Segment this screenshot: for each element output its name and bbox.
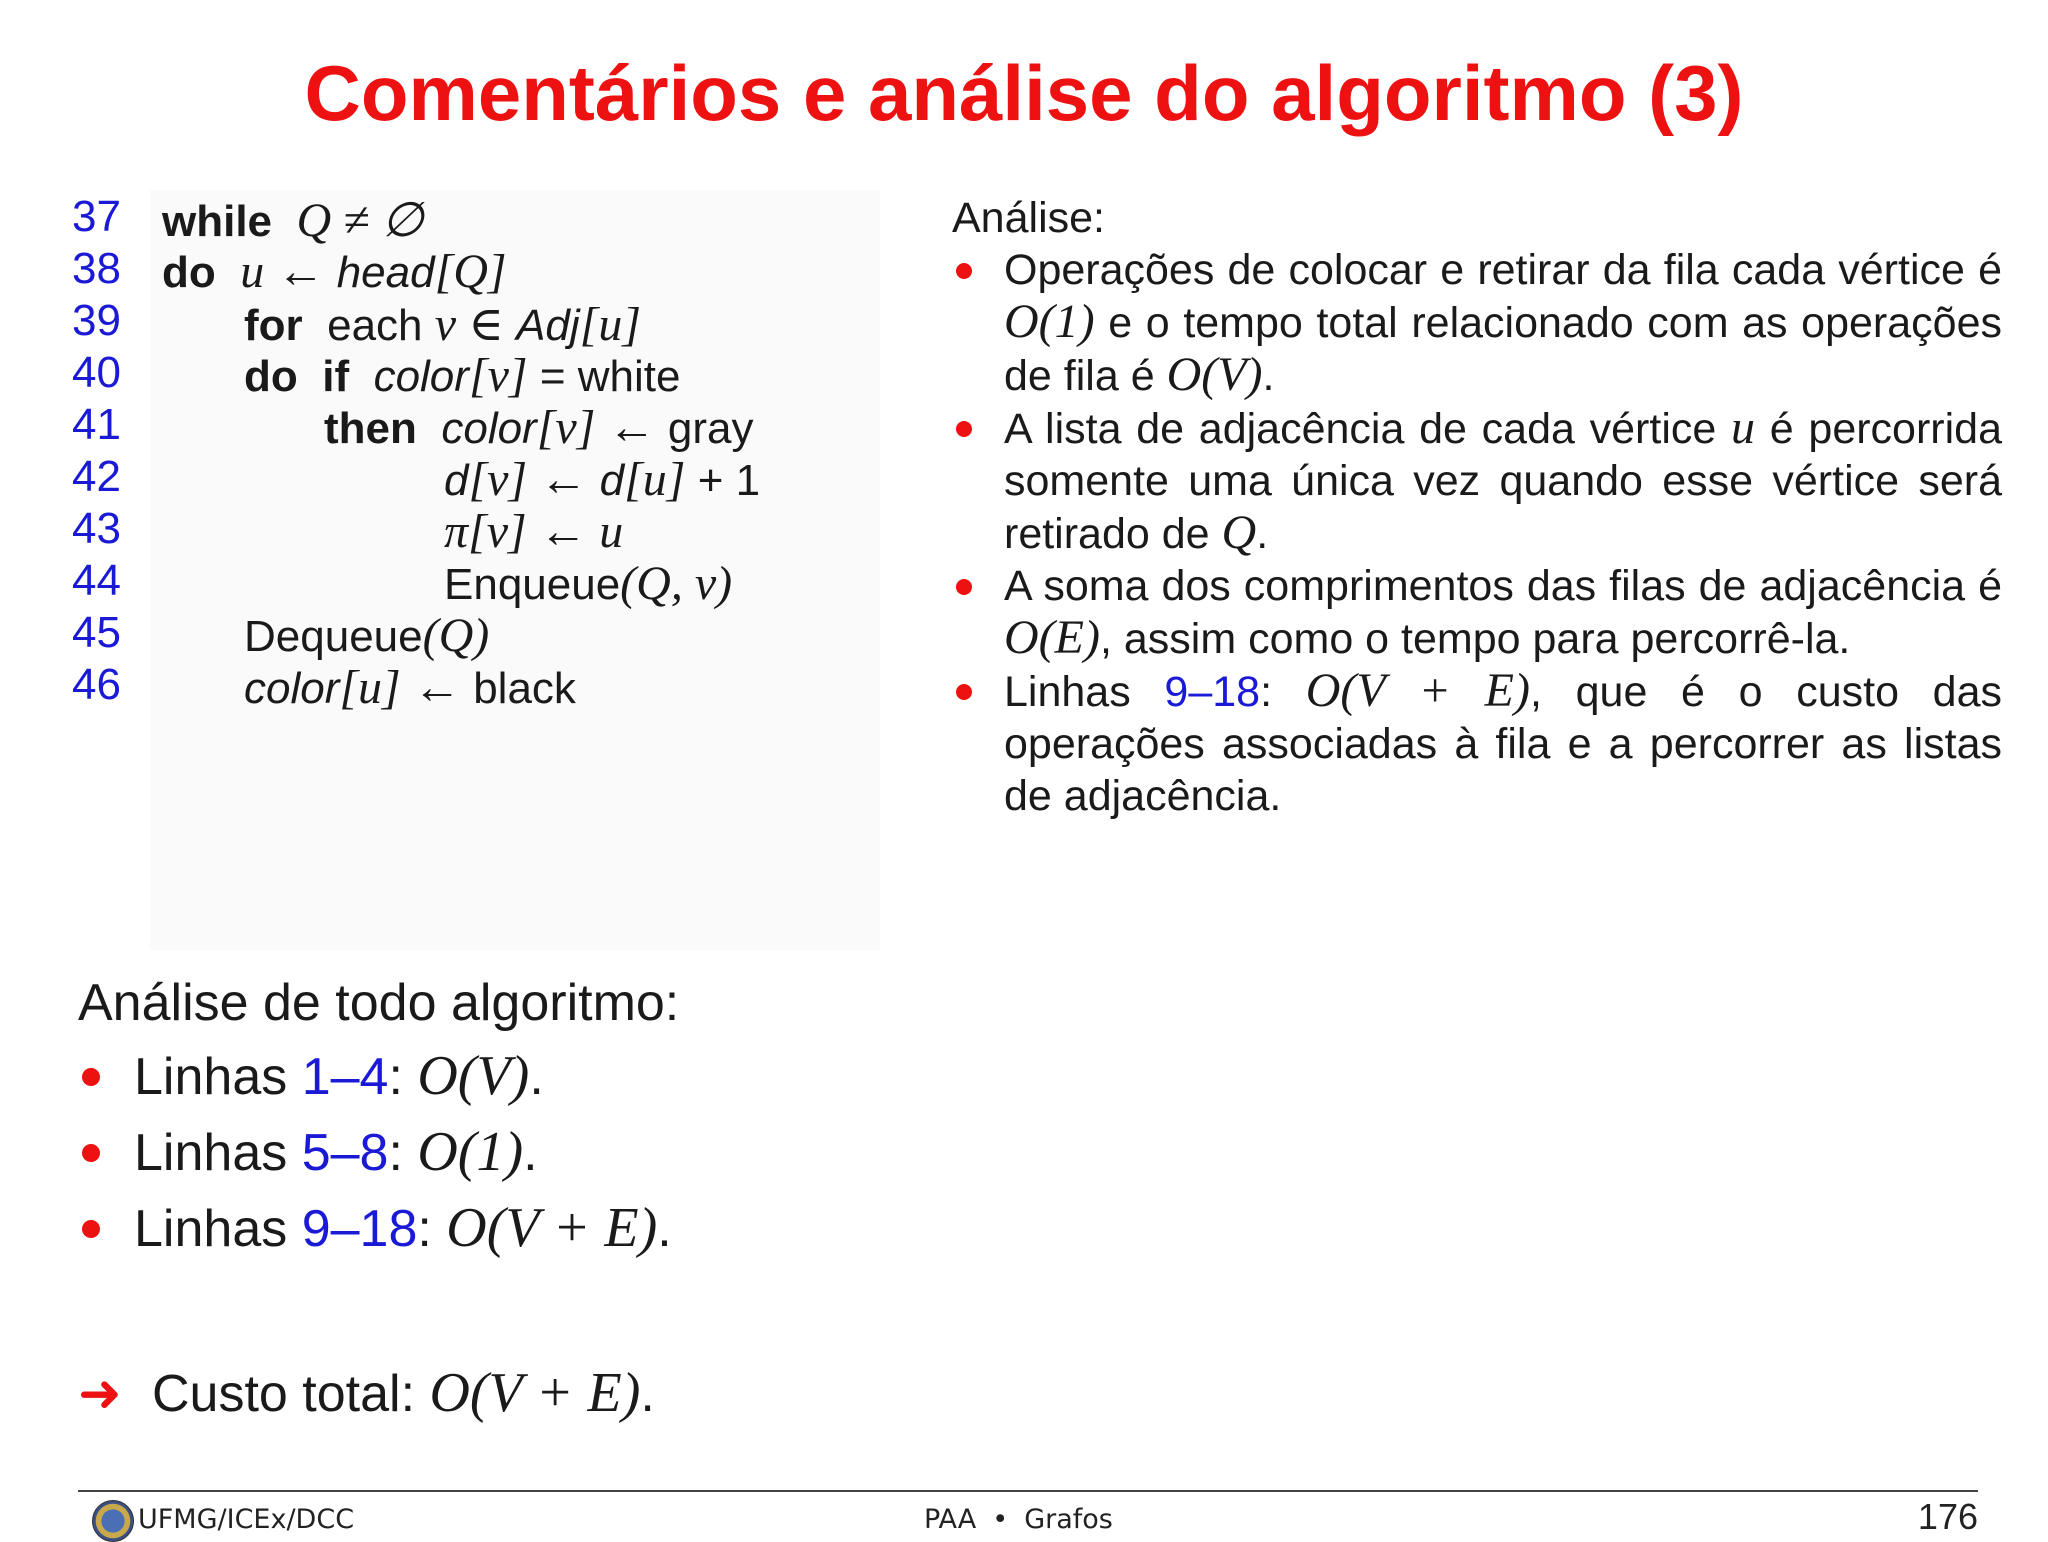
- line-number: 43: [72, 504, 121, 553]
- analysis-heading: Análise:: [952, 194, 1105, 242]
- code-line: [0, 348, 880, 400]
- right-arrow-icon: ➜: [78, 1365, 122, 1423]
- line-range-link[interactable]: 9–18: [301, 1200, 418, 1258]
- list-item: Operações de colocar e retirar da fila cada vértice é O(1) e o tempo total relacionado com as operações de fila é O(V).: [952, 244, 2002, 402]
- bullet-icon: [956, 263, 972, 279]
- line-number: 39: [72, 296, 121, 345]
- line-number: 38: [72, 244, 121, 293]
- code-statement: do if color[v] = white: [244, 349, 681, 402]
- line-range-link[interactable]: 1–4: [301, 1048, 389, 1106]
- code-statement: while Q ≠ ∅: [162, 194, 424, 247]
- line-number: 46: [72, 660, 121, 709]
- list-item: Linhas 9–18: O(V + E).: [78, 1190, 978, 1266]
- code-line: [0, 660, 880, 712]
- line-range-link[interactable]: 9–18: [1164, 668, 1261, 716]
- code-line: [0, 400, 880, 452]
- page-title: Comentários e análise do algoritmo (3): [304, 49, 1744, 137]
- code-statement: color[u] ← black: [244, 661, 576, 714]
- line-number: 40: [72, 348, 121, 397]
- line-range-link[interactable]: 5–8: [301, 1124, 389, 1182]
- list-item: Linhas 9–18: O(V + E), que é o custo das operações associadas à fila e a percorrer as listas de adjacência.: [952, 665, 2002, 822]
- code-statement: d[v] ← d[u] + 1: [444, 453, 761, 506]
- list-item: A lista de adjacência de cada vértice u é percorrida somente uma única vez quando esse vértice será retirado de Q.: [952, 402, 2002, 560]
- code-statement: do u ← head[Q]: [162, 245, 507, 298]
- code-line: [0, 452, 880, 504]
- bullet-icon: [956, 579, 972, 595]
- line-number: 42: [72, 452, 121, 501]
- list-item: Linhas 1–4: O(V).: [78, 1038, 978, 1114]
- page-number: 176: [1917, 1496, 1978, 1537]
- code-line: [0, 504, 880, 556]
- bullet-icon: [956, 421, 972, 437]
- code-line: [0, 192, 880, 247]
- list-item: A soma dos comprimentos das filas de adjacência é O(E), assim como o tempo para percorrê-la.: [952, 560, 2002, 665]
- footer-institution: UFMG/ICEx/DCC: [92, 1498, 354, 1542]
- code-statement: π[v] ← u: [444, 505, 624, 558]
- footer-course: PAA • Grafos: [924, 1504, 1113, 1535]
- total-cost: ➜ Custo total: O(V + E).: [78, 1355, 655, 1431]
- line-number: 37: [72, 192, 121, 241]
- code-statement: for each v ∈ Adj[u]: [244, 298, 642, 351]
- code-statement: Enqueue(Q, v): [444, 557, 733, 610]
- list-item: Linhas 5–8: O(1).: [78, 1114, 978, 1190]
- code-line: [0, 556, 880, 608]
- bullet-icon: [82, 1220, 100, 1238]
- bullet-icon: [956, 684, 972, 700]
- bullet-separator: •: [992, 1504, 1009, 1535]
- line-number: 45: [72, 608, 121, 657]
- analysis-list: [952, 244, 2002, 822]
- line-number: 44: [72, 556, 121, 605]
- overall-list: [78, 1038, 978, 1266]
- overall-analysis-section: [78, 968, 978, 1266]
- code-statement: Dequeue(Q): [244, 609, 490, 662]
- code-line: [0, 244, 880, 296]
- university-seal-icon: [92, 1500, 134, 1542]
- bullet-icon: [82, 1144, 100, 1162]
- line-number: 41: [72, 400, 121, 449]
- overall-heading: Análise de todo algoritmo:: [78, 974, 680, 1032]
- analysis-section: [952, 192, 2002, 822]
- footer-divider: [78, 1490, 1978, 1492]
- code-line: [0, 296, 880, 351]
- code-statement: then color[v] ← gray: [324, 401, 754, 454]
- bullet-icon: [82, 1068, 100, 1086]
- code-line: [0, 608, 880, 660]
